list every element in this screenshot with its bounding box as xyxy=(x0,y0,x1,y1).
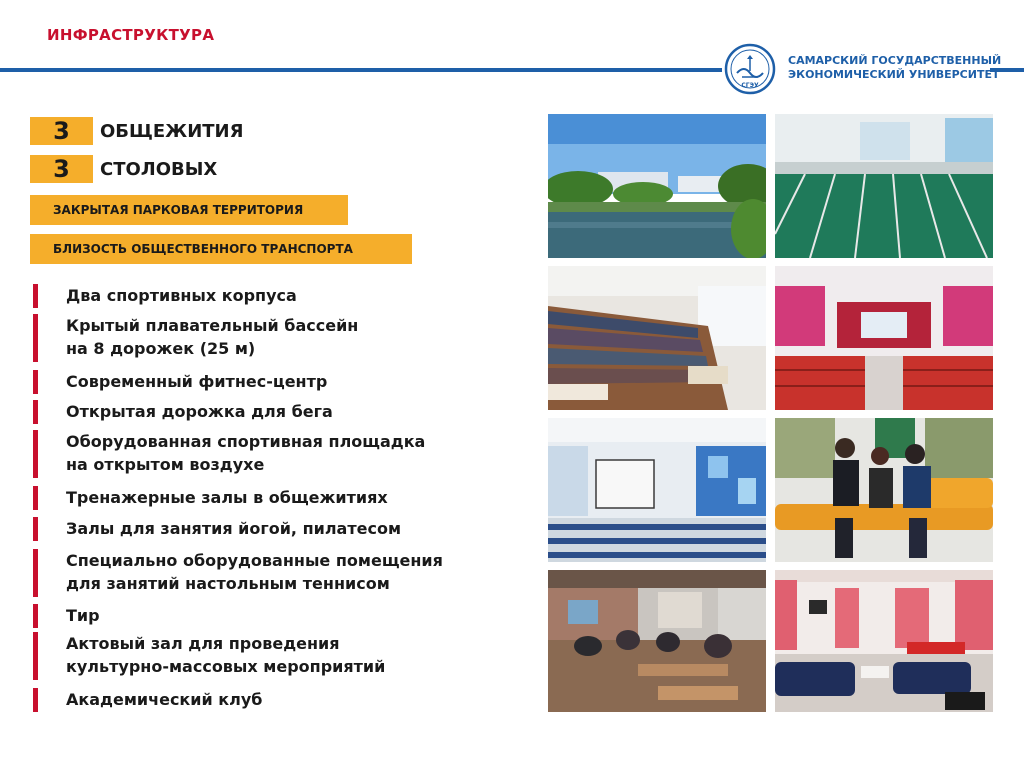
feature-text: для занятий настольным теннисом xyxy=(66,574,390,593)
feature-bullet-bar xyxy=(33,400,38,424)
banner-public-transport: БЛИЗОСТЬ ОБЩЕСТВЕННОГО ТРАНСПОРТА xyxy=(30,234,412,264)
feature-bullet-bar xyxy=(33,486,38,510)
feature-bullet-bar xyxy=(33,284,38,308)
swimming-pool-photo xyxy=(775,114,993,258)
stat-canteens xyxy=(30,155,217,183)
campus-pond-photo xyxy=(548,114,766,258)
club-room-photo xyxy=(775,570,993,712)
feature-item xyxy=(33,517,401,541)
feature-text: Современный фитнес-центр xyxy=(66,372,328,391)
classroom-photo xyxy=(548,418,766,562)
feature-item xyxy=(33,370,327,394)
banner-park-territory: ЗАКРЫТАЯ ПАРКОВАЯ ТЕРРИТОРИЯ xyxy=(30,195,348,225)
feature-text: Крытый плавательный бассейн xyxy=(66,316,359,335)
feature-text: Специально оборудованные помещения xyxy=(66,551,443,570)
stat-label: СТОЛОВЫХ xyxy=(100,158,218,180)
feature-text: на открытом воздухе xyxy=(66,455,265,474)
logo-text: СГЭУ xyxy=(741,82,759,89)
stat-number: 3 xyxy=(30,155,93,183)
cafeteria-photo xyxy=(548,570,766,712)
assembly-hall-photo xyxy=(775,266,993,410)
feature-bullet-bar xyxy=(33,517,38,541)
university-logo xyxy=(724,43,776,95)
feature-text: Тренажерные залы в общежитиях xyxy=(66,488,388,507)
university-name-line-2: ЭКОНОМИЧЕСКИЙ УНИВЕРСИТЕТ xyxy=(788,68,1000,81)
section-title: ИНФРАСТРУКТУРА xyxy=(47,26,215,44)
feature-item xyxy=(33,486,388,510)
feature-text: Два спортивных корпуса xyxy=(66,286,297,305)
feature-item xyxy=(33,284,297,308)
university-name xyxy=(788,54,1001,82)
feature-item xyxy=(33,604,100,628)
feature-text: культурно-массовых мероприятий xyxy=(66,657,386,676)
feature-bullet-bar xyxy=(33,632,38,680)
feature-item xyxy=(33,400,333,424)
lecture-hall-photo xyxy=(548,266,766,410)
feature-item xyxy=(33,632,385,680)
feature-bullet-bar xyxy=(33,430,38,478)
feature-item xyxy=(33,549,443,597)
stat-number: 3 xyxy=(30,117,93,145)
feature-bullet-bar xyxy=(33,314,38,362)
feature-text: Оборудованная спортивная площадка xyxy=(66,432,426,451)
feature-text: на 8 дорожек (25 м) xyxy=(66,339,256,358)
stat-label: ОБЩЕЖИТИЯ xyxy=(100,120,244,142)
feature-text: Залы для занятия йогой, пилатесом xyxy=(66,519,402,538)
header-rule-left xyxy=(0,68,722,72)
feature-text: Открытая дорожка для бега xyxy=(66,402,333,421)
feature-item xyxy=(33,430,425,478)
feature-bullet-bar xyxy=(33,688,38,712)
feature-text: Академический клуб xyxy=(66,690,263,709)
feature-text: Актовый зал для проведения xyxy=(66,634,340,653)
feature-bullet-bar xyxy=(33,549,38,597)
feature-bullet-bar xyxy=(33,370,38,394)
stat-dormitories xyxy=(30,117,243,145)
feature-text: Тир xyxy=(66,606,100,625)
feature-item xyxy=(33,314,358,362)
feature-bullet-bar xyxy=(33,604,38,628)
students-lounge-photo xyxy=(775,418,993,562)
university-name-line-1: САМАРСКИЙ ГОСУДАРСТВЕННЫЙ xyxy=(788,54,1002,67)
feature-item xyxy=(33,688,262,712)
